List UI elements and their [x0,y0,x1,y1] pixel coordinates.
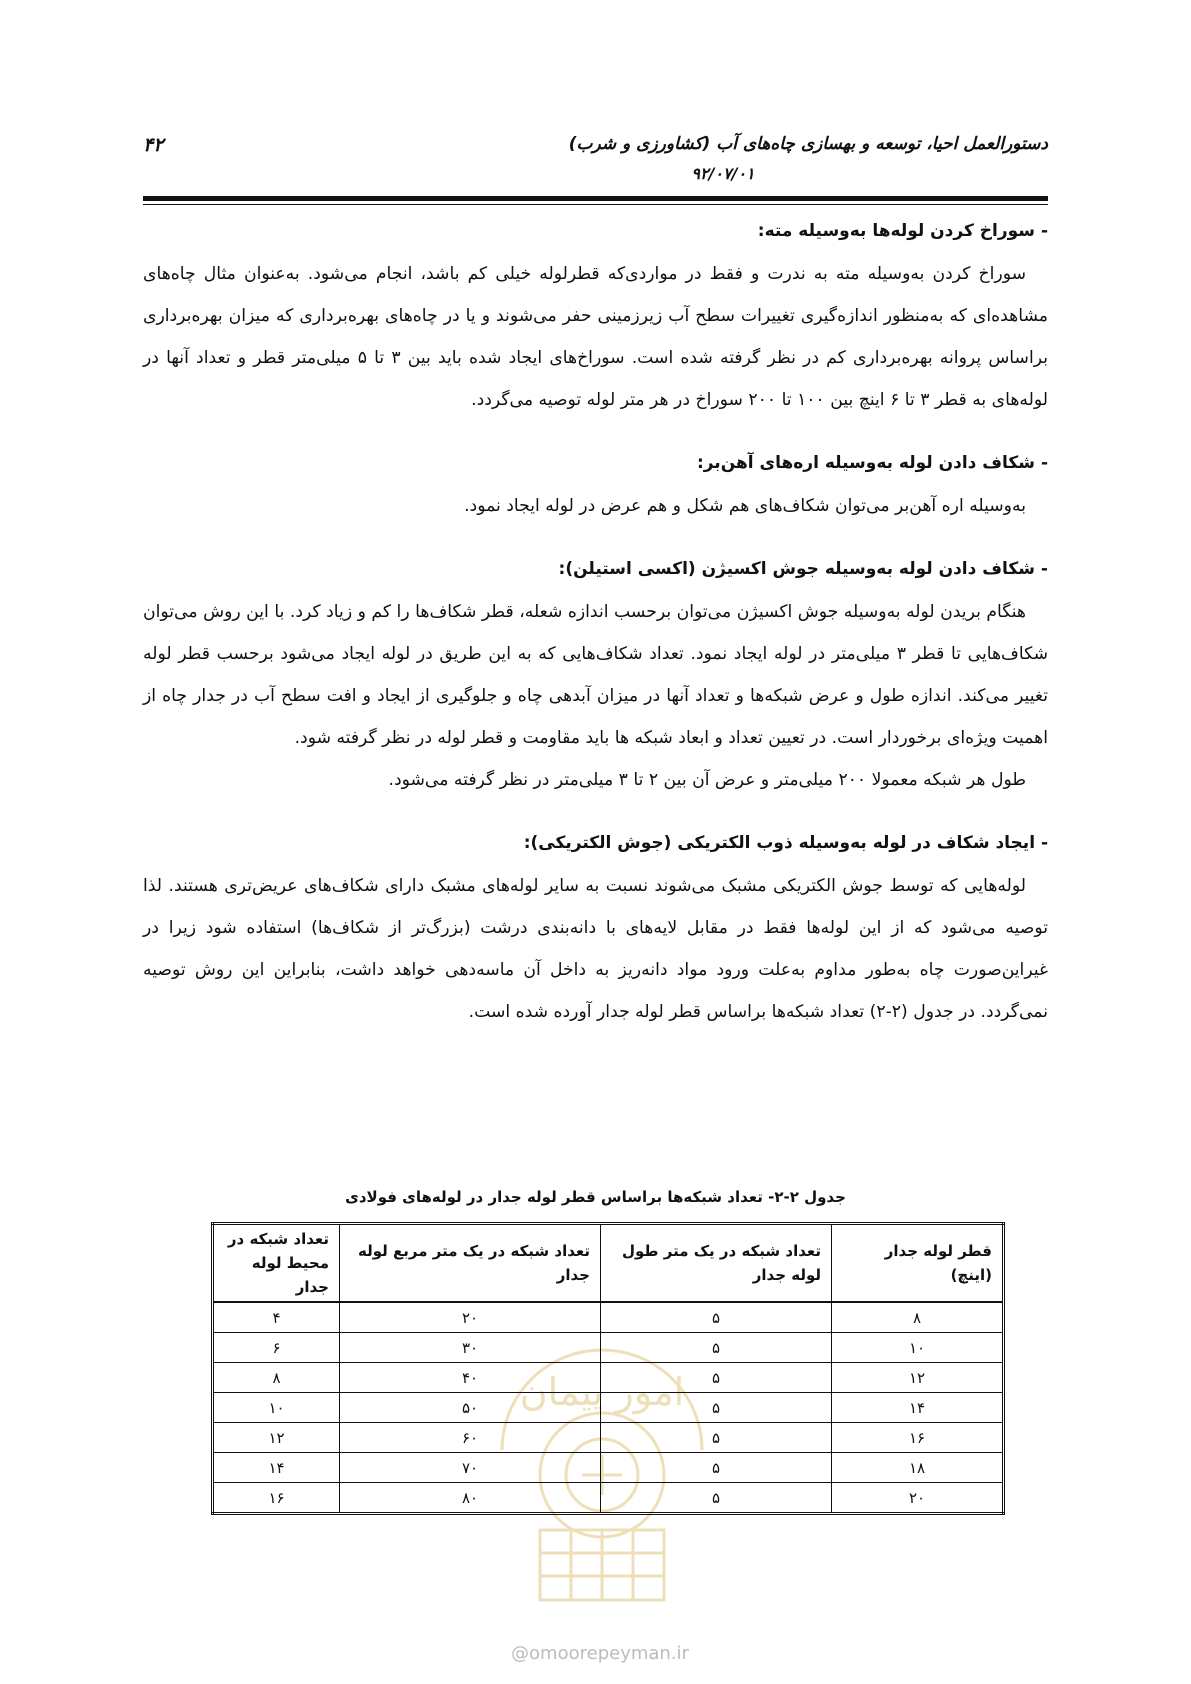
table-row [213,1423,1004,1453]
header-date: ۹۲/۰۷/۰۱ [691,164,755,183]
table-cell: ۸ [832,1302,1004,1333]
table-cell: ۵ [601,1393,832,1423]
section-paragraph: سوراخ کردن به‌وسیله مته به ندرت و فقط در مواردی‌که قطرلوله خیلی کم باشد، انجام می‌شود. به‌عنوان مثال چاه‌های مشاهده‌ای که به‌منظور اندازه‌گیری تغییرات سطح آب زیرزمینی حفر می‌شوند و یا در چاه‌های بهره‌برداری که میزان بهره‌برداری براساس پروانه بهره‌برداری کم در نظر گرفته شده است. سوراخ‌های ایجاد شده باید بین ۳ تا ۵ میلی‌متر قطر و تعداد آنها در لوله‌های به قطر ۳ تا ۶ اینچ بین ۱۰۰ تا ۲۰۰ سوراخ در هر متر لوله توصیه می‌گردد. [143,264,1048,410]
table-cell: ۵ [601,1333,832,1363]
table-cell: ۱۲ [832,1363,1004,1393]
table-cell: ۵ [601,1302,832,1333]
table-cell: ۵ [601,1423,832,1453]
table-row [213,1363,1004,1393]
table-row [213,1453,1004,1483]
page-number: ۴۲ [143,134,164,156]
table-cell: ۱۴ [832,1393,1004,1423]
header-rule-thin [143,204,1048,205]
table-row [213,1302,1004,1333]
table-cell: ۵ [601,1483,832,1514]
table-cell: ۷۰ [340,1453,601,1483]
table-header-cell: تعداد شبکه در یک متر مربع لوله جدار [340,1224,601,1303]
table-cell: ۵۰ [340,1393,601,1423]
table-row [213,1333,1004,1363]
logo-text: امور پیمان [519,1370,685,1414]
table-caption: جدول ۲-۲- تعداد شبکه‌ها براساس قطر لوله جدار در لوله‌های فولادی [345,1188,846,1206]
table-cell: ۱۸ [832,1453,1004,1483]
section-heading: - شکاف دادن لوله به‌وسیله اره‌های آهن‌بر: [696,453,1048,473]
section-heading: - سوراخ کردن لوله‌ها به‌وسیله مته: [757,221,1048,241]
table-cell: ۱۶ [213,1483,340,1514]
table-cell: ۱۰ [832,1333,1004,1363]
table-header-cell: تعداد شبکه در محیط لوله جدار [213,1224,340,1303]
table-cell: ۶۰ [340,1423,601,1453]
table-cell: ۵ [601,1453,832,1483]
table-header-cell: تعداد شبکه در یک متر طول لوله جدار [601,1224,832,1303]
section-paragraph: به‌وسیله اره آهن‌بر می‌توان شکاف‌های هم شکل و هم عرض در لوله ایجاد نمود. [464,496,1026,516]
table-cell: ۲۰ [832,1483,1004,1514]
table-cell: ۸ [213,1363,340,1393]
running-title: دستورالعمل احیا، توسعه و بهسازی چاه‌های آب (کشاورزی و شرب) [568,134,1048,154]
table-row [213,1393,1004,1423]
slots-table [211,1222,1005,1515]
table-header-row [213,1224,1004,1303]
table-cell: ۱۶ [832,1423,1004,1453]
watermark-site: @omoorepeyman.ir [511,1643,689,1664]
table-cell: ۲۰ [340,1302,601,1333]
table-cell: ۳۰ [340,1333,601,1363]
table-cell: ۸۰ [340,1483,601,1514]
table-cell: ۱۰ [213,1393,340,1423]
grid-lines [540,1530,664,1600]
section-paragraph: طول هر شبکه معمولا ۲۰۰ میلی‌متر و عرض آن بین ۲ تا ۳ میلی‌متر در نظر گرفته می‌شود. [388,770,1026,790]
header-rule-thick [143,196,1048,201]
table-cell: ۵ [601,1363,832,1393]
body-content [143,213,1048,1033]
table-header-cell: قطر لوله جدار (اینچ) [832,1224,1004,1303]
section-heading: - شکاف دادن لوله به‌وسیله جوش اکسیژن (اکسی استیلن): [558,559,1048,579]
page-header [143,124,1048,204]
table-cell: ۱۴ [213,1453,340,1483]
section-paragraph: هنگام بریدن لوله به‌وسیله جوش اکسیژن می‌توان برحسب اندازه شعله، قطر شکاف‌ها را کم و زیاد کرد. با این روش می‌توان شکاف‌هایی تا قطر ۳ میلی‌متر در لوله ایجاد نمود. تعداد شکاف‌هایی که به این طریق در لوله ایجاد می‌شود برحسب قطر لوله تغییر می‌کند. اندازه طول و عرض شبکه‌ها و تعداد آنها در میزان آبدهی چاه و جلوگیری از ایجاد و افت سطح آب در جدار چاه از اهمیت ویژه‌ای برخوردار است. در تعیین تعداد و ابعاد شبکه ها باید مقاومت و قطر لوله در نظر گرفته شود. [143,602,1048,748]
table-cell: ۴۰ [340,1363,601,1393]
table-cell: ۶ [213,1333,340,1363]
table-cell: ۴ [213,1302,340,1333]
section-heading: - ایجاد شکاف در لوله به‌وسیله ذوب الکتریکی (جوش الکتریکی): [523,833,1048,853]
table-row [213,1483,1004,1514]
section-paragraph: لوله‌هایی که توسط جوش الکتریکی مشبک می‌شوند نسبت به سایر لوله‌های مشبک دارای شکاف‌های عریض‌تری هستند. لذا توصیه می‌شود که از این لوله‌ها فقط در مقابل لایه‌های با دانه‌بندی درشت (بزرگ‌تر از شکاف‌ها) استفاده شود زیرا در غیراین‌صورت چاه به‌طور مداوم به‌علت ورود مواد دانه‌ریز به داخل آن ماسه‌دهی خواهد داشت، بنابراین این روش توصیه نمی‌گردد. در جدول (۲-۲) تعداد شبکه‌ها براساس قطر لوله جدار آورده شده است. [143,876,1048,1022]
table-cell: ۱۲ [213,1423,340,1453]
